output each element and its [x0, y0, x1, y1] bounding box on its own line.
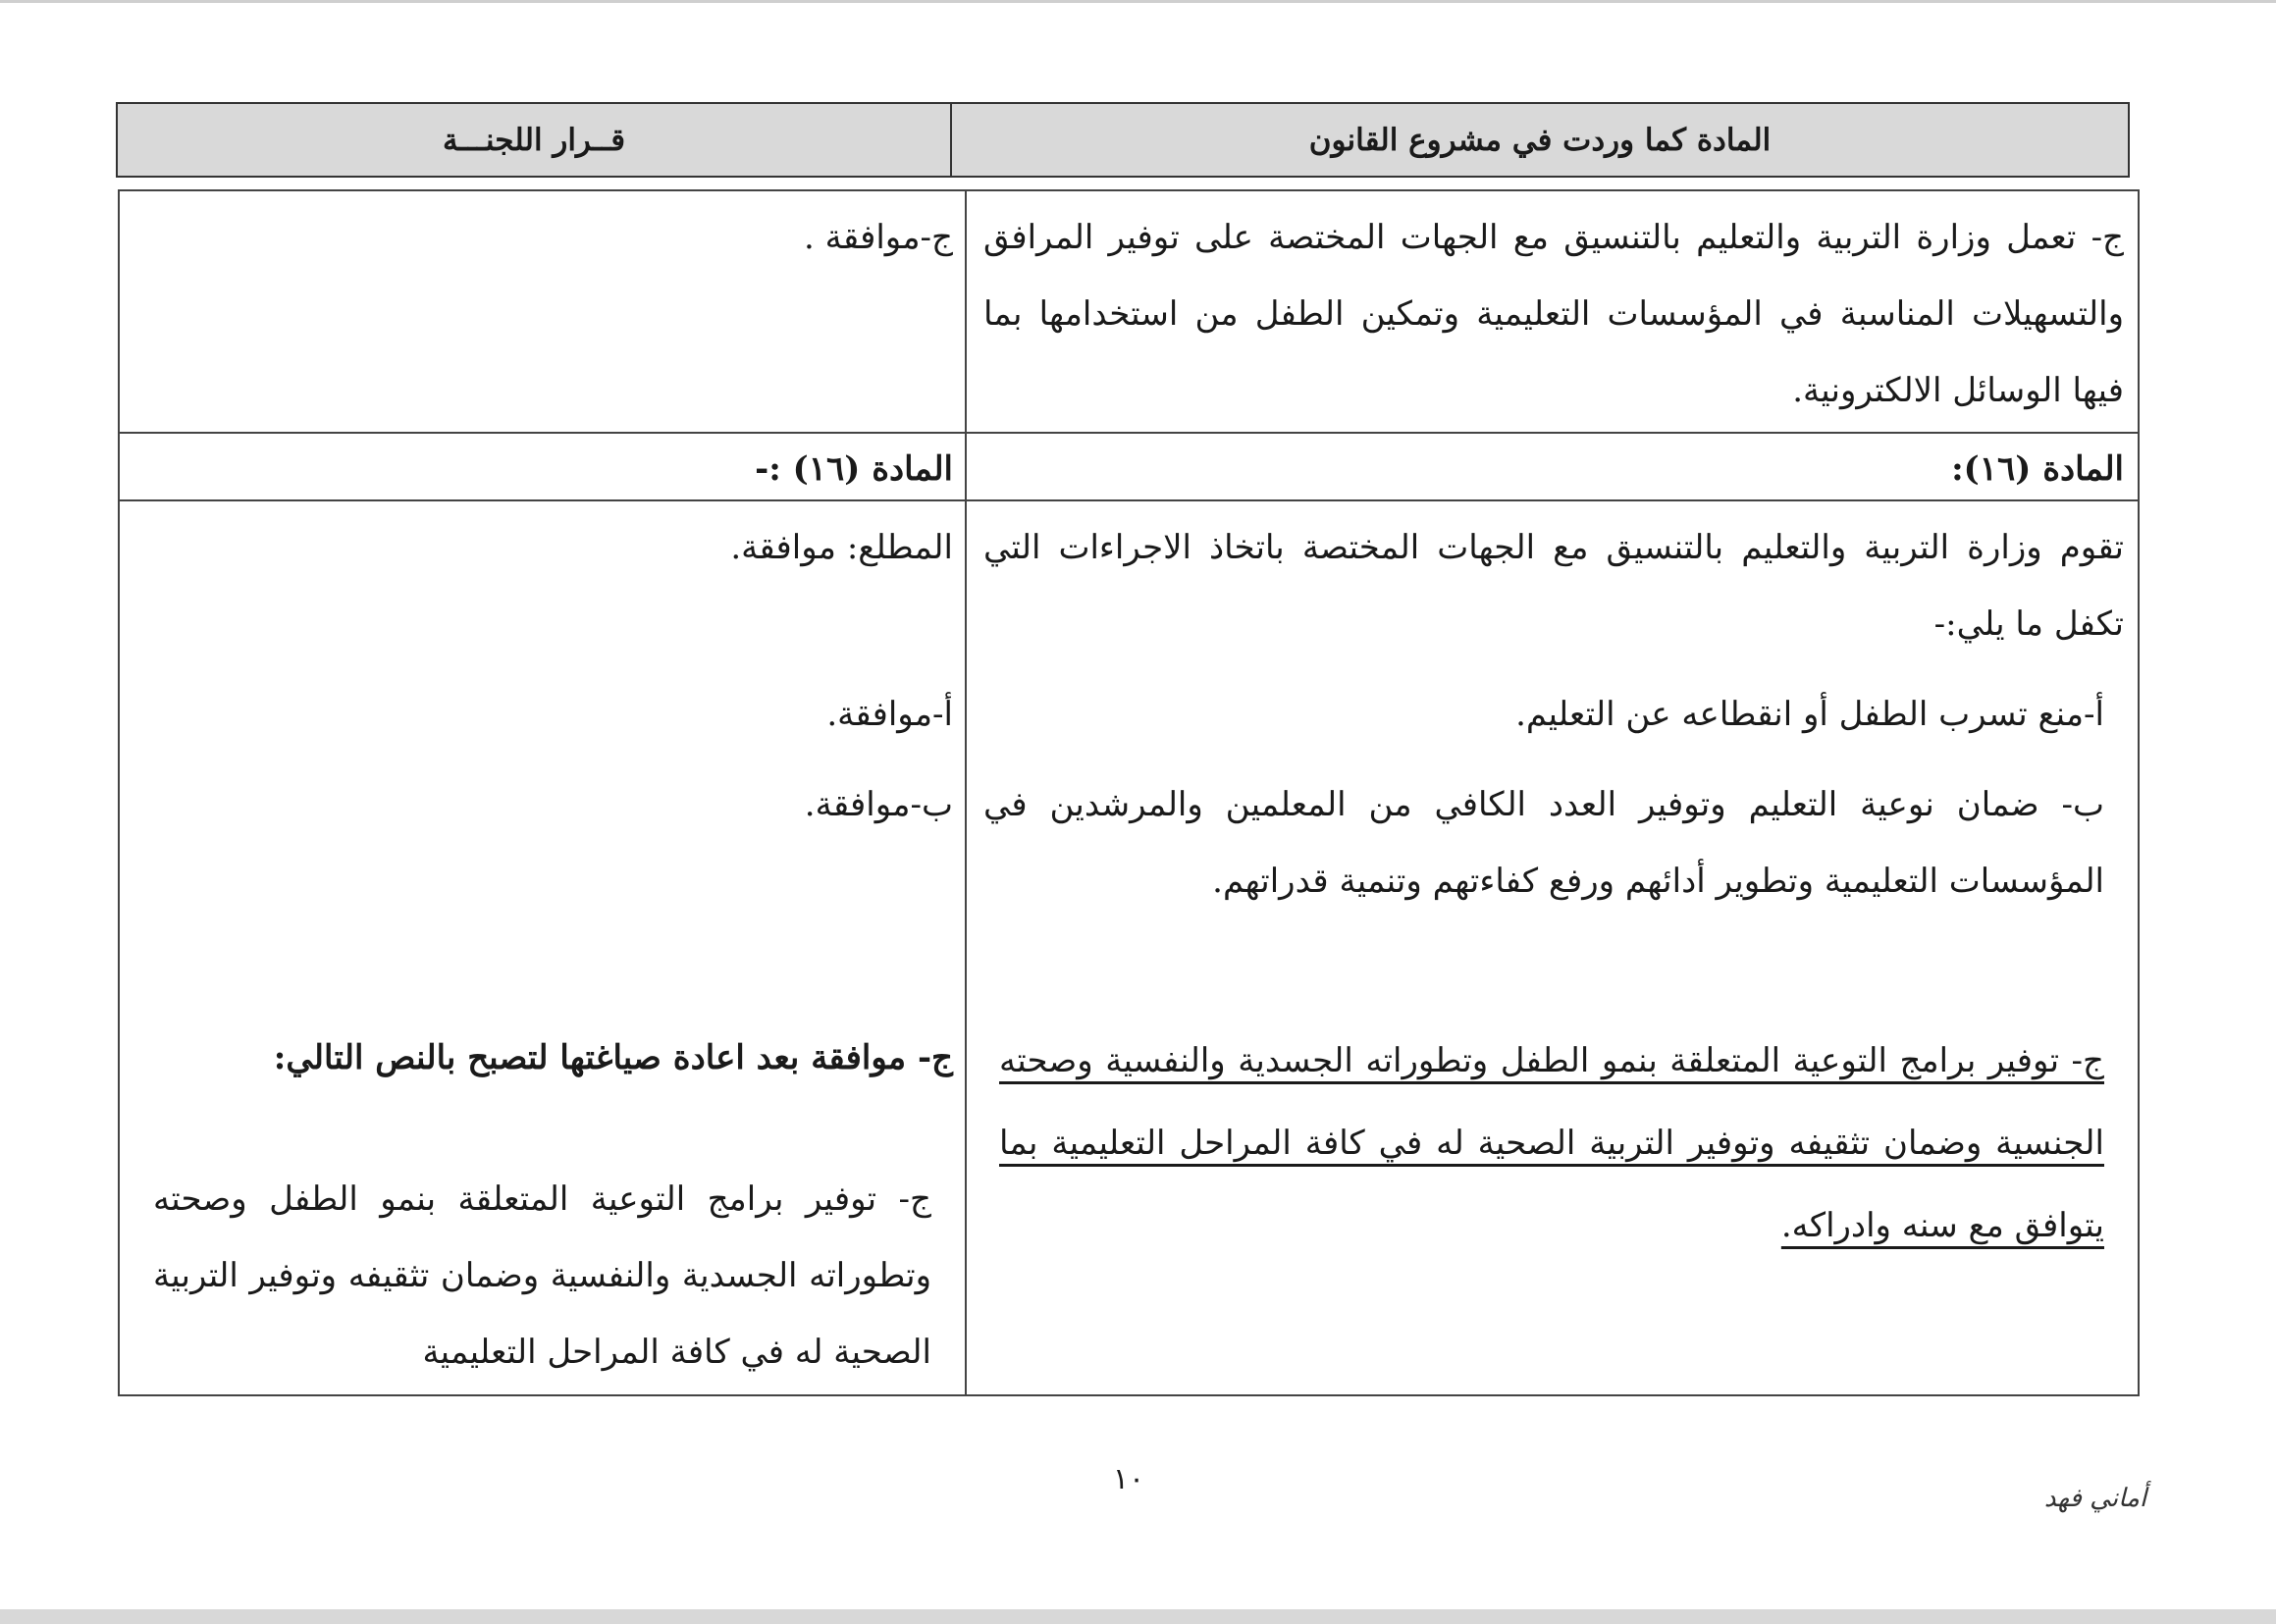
- article-item-b: ب- ضمان نوعية التعليم وتوفير العدد الكافي من المعلمين والمرشدين في المؤسسات التعليمية وتطوير أدائهم ورفع كفاءتهم وتنمية قدراتهم.: [983, 785, 2104, 901]
- column-divider: [965, 501, 967, 1394]
- article-intro: تقوم وزارة التربية والتعليم بالتنسيق مع الجهات المختصة باتخاذ الاجراءات التي تكفل ما يلي:-: [983, 528, 2124, 644]
- decision-cell: [120, 501, 965, 1394]
- article-cell: [966, 501, 2138, 1394]
- decision-intro: المطلع: موافقة.: [730, 528, 953, 567]
- header-article-column: المادة كما وردت في مشروع القانون: [950, 104, 2128, 176]
- decision-text: ج-موافقة .: [804, 218, 953, 257]
- article-item-a: أ-منع تسرب الطفل أو انقطاعه عن التعليم.: [1515, 695, 2104, 734]
- article-text: ج- تعمل وزارة التربية والتعليم بالتنسيق مع الجهات المختصة على توفير المرافق والتسهيلات المناسبة في المؤسسات التعليمية وتمكين الطفل من استخدامها بما فيها الوسائل الالكترونية.: [983, 218, 2124, 410]
- decision-number-heading: المادة (١٦) :-: [755, 449, 953, 489]
- decision-cell: [120, 434, 965, 499]
- decision-cell: [120, 191, 965, 432]
- column-divider: [965, 191, 967, 432]
- decision-item-a: أ-موافقة.: [826, 695, 953, 734]
- signature: أماني فهد: [2043, 1484, 2147, 1513]
- article-item-c: ج- توفير برامج التوعية المتعلقة بنمو الطفل وتطوراته الجسدية والنفسية وصحته الجنسية وضمان تثقيفه وتوفير التربية الصحية له في كافة المراحل التعليمية بما يتوافق مع سنه وادراكه.: [999, 1041, 2104, 1245]
- comparison-table: [118, 189, 2140, 1396]
- table-row: [120, 501, 2138, 1394]
- page-bottom-edge: [0, 1609, 2276, 1624]
- decision-item-c-heading: ج- موافقة بعد اعادة صياغتها لتصبح بالنص التالي:: [273, 1038, 953, 1077]
- header-decision-column: قــرار اللجنـــة: [443, 122, 626, 158]
- decision-item-b: ب-موافقة.: [804, 785, 953, 824]
- table-row: [120, 434, 2138, 501]
- column-divider: [965, 434, 967, 499]
- page-number: ١٠: [1112, 1462, 1145, 1496]
- page-top-edge: [0, 0, 2276, 3]
- decision-item-c-text: ج- توفير برامج التوعية المتعلقة بنمو الطفل وصحته وتطوراته الجسدية والنفسية وضمان تثقيفه وتوفير التربية الصحية له في كافة المراحل التعليمية: [153, 1179, 931, 1372]
- article-number-heading: المادة (١٦):: [1951, 449, 2124, 489]
- article-cell: [966, 191, 2138, 432]
- table-header: [116, 102, 2130, 178]
- table-row: [120, 191, 2138, 434]
- article-cell: [966, 434, 2138, 499]
